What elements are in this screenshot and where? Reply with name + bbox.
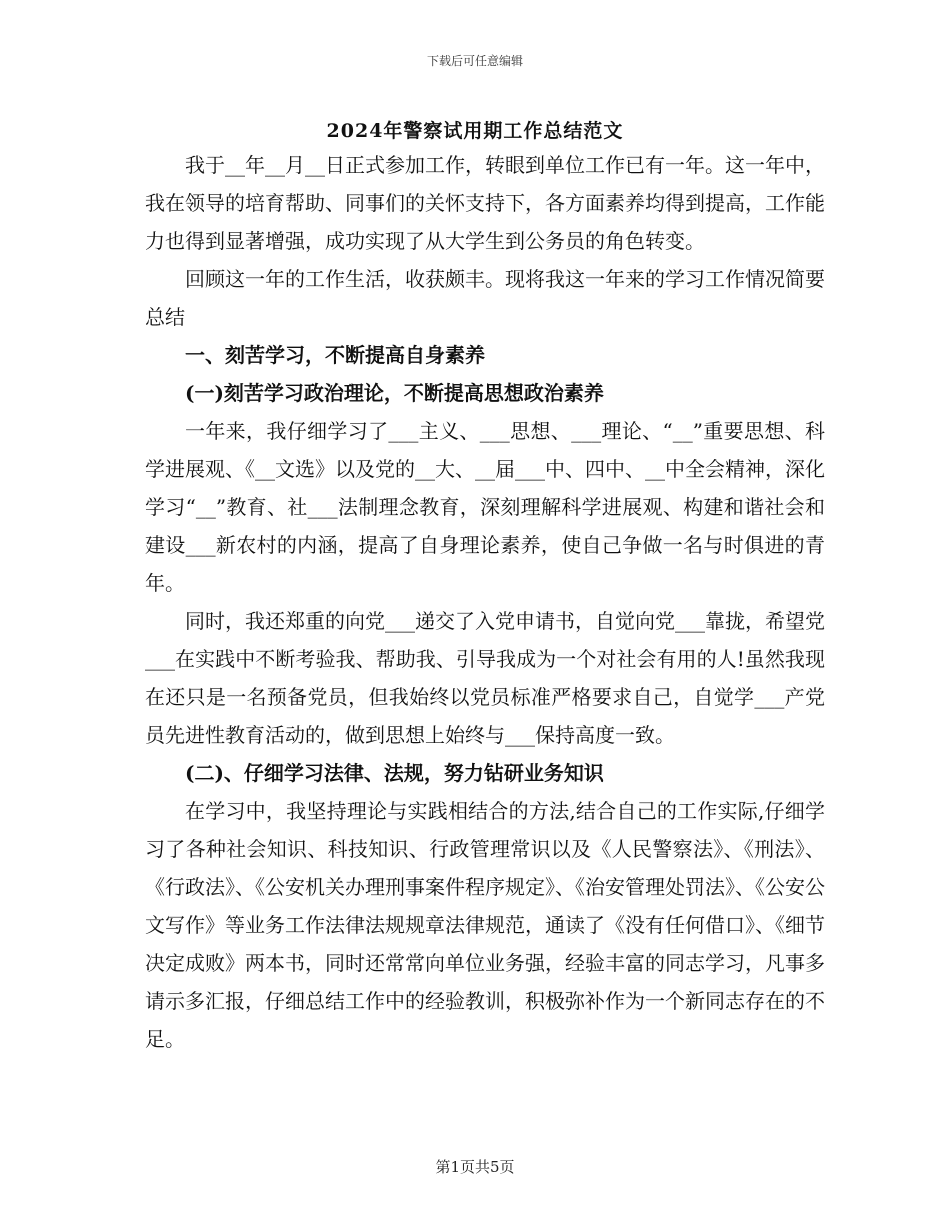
header-note: 下载后可任意编辑	[426, 54, 523, 68]
paragraph-party-application: 同时，我还郑重的向党___递交了入党申请书，自觉向党___靠拢，希望党___在实践中不断考验我、帮助我、引导我成为一个对社会有用的人!虽然我现在还只是一名预备党员，但我始终以党员标准严格要求自己，自觉学___产党员先进性教育活动的，做到思想上始终与___保持高度一致。	[145, 609, 825, 747]
paragraph-intro: 我于__年__月__日正式参加工作，转眼到单位工作已有一年。这一年中，我在领导的培育帮助、同事们的关怀支持下，各方面素养均得到提高，工作能力也得到显著增强，成功实现了从大学生到公务员的角色转变。	[145, 153, 825, 253]
page-footer: 第1页共5页	[435, 1158, 515, 1176]
subsection-heading-2: (二)、仔细学习法律、法规，努力钻研业务知识	[185, 761, 604, 785]
section-heading-1: 一、刻苦学习，不断提高自身素养	[185, 343, 485, 367]
paragraph-review: 回顾这一年的工作生活，收获颇丰。现将我这一年来的学习工作情况简要总结	[145, 267, 825, 329]
paragraph-political-study: 一年来，我仔细学习了___主义、___思想、___理论、“__”重要思想、科学进展观、《__文选》以及党的__大、__届___中、四中、__中全会精神，深化学习“__”教育、社___法制理念教育，深刻理解科学进展观、构建和谐社会和建设___新农村的内涵，提高了自身理论素养，使自己争做一名与时俱进的青年。	[145, 419, 825, 595]
paragraph-law-study: 在学习中，我坚持理论与实践相结合的方法,结合自己的工作实际,仔细学习了各种社会知识、科技知识、行政管理常识以及《人民警察法》、《刑法》、《行政法》、《公安机关办理刑事案件程序规定》、《治安管理处罚法》、《公安公文写作》等业务工作法律法规规章法律规范，通读了《没有任何借口》、《细节决定成败》两本书，同时还常常向单位业务强，经验丰富的同志学习，凡事多请示多汇报，仔细总结工作中的经验教训，积极弥补作为一个新同志存在的不足。	[145, 799, 825, 1051]
document-body	[145, 146, 825, 1058]
page-title: 2024年警察试用期工作总结范文	[326, 120, 624, 142]
subsection-heading-1: (一)刻苦学习政治理论，不断提高思想政治素养	[185, 381, 604, 405]
